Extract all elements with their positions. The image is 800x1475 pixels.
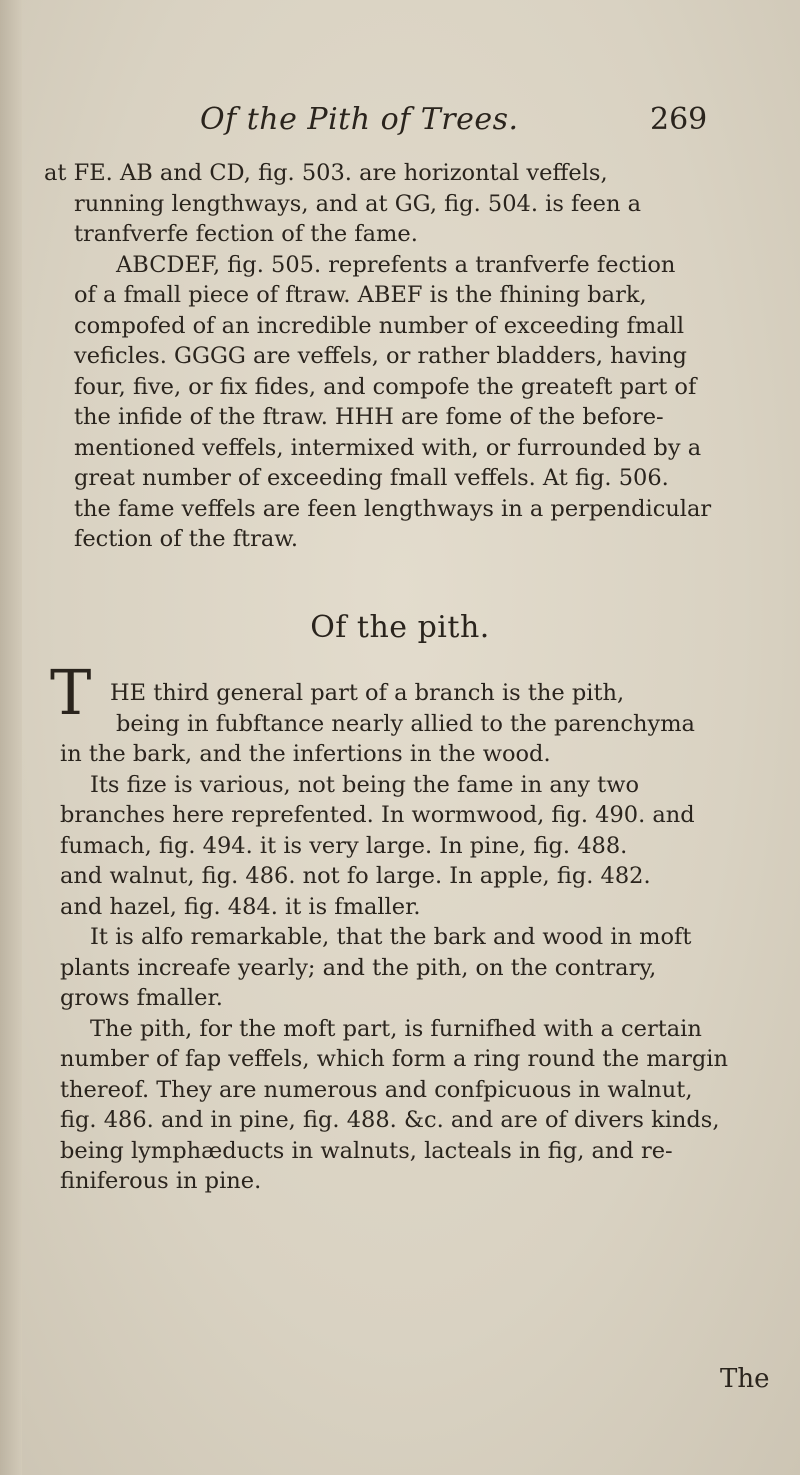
page-number: 269 bbox=[650, 102, 708, 137]
text-line: and hazel, fig. 484. it is fmaller. bbox=[60, 893, 421, 920]
text-line: being in fubftance nearly allied to the parenchyma bbox=[116, 710, 695, 737]
text-line: tranfverfe fection of the fame. bbox=[74, 221, 418, 247]
page-header bbox=[0, 102, 800, 142]
text-line: mentioned veffels, intermixed with, or furrounded by a bbox=[74, 434, 702, 461]
text-line: finiferous in pine. bbox=[60, 1168, 262, 1194]
text-line: ABCDEF, fig. 505. reprefents a tranfverfe fection bbox=[116, 251, 676, 278]
paragraph-figures bbox=[44, 158, 784, 555]
text-line: four, five, or fix fides, and compofe the greateft part of bbox=[74, 373, 697, 400]
text-line: and walnut, fig. 486. not fo large. In apple, fig. 482. bbox=[60, 863, 651, 889]
text-line: great number of exceeding fmall veffels. At fig. 506. bbox=[74, 465, 669, 491]
running-title: Of the Pith of Trees. bbox=[200, 102, 519, 137]
text-line: compofed of an incredible number of exceeding fmall bbox=[74, 312, 685, 339]
text-line: plants increafe yearly; and the pith, on the contrary, bbox=[60, 954, 657, 981]
text-line: of a fmall piece of ftraw. ABEF is the fhining bark, bbox=[74, 282, 647, 308]
drop-cap: T bbox=[50, 656, 92, 729]
text-line: veficles. GGGG are veffels, or rather bladders, having bbox=[74, 343, 687, 369]
text-line: thereof. They are numerous and confpicuous in walnut, bbox=[60, 1076, 693, 1103]
text-line: fig. 486. and in pine, fig. 488. &c. and are of divers kinds, bbox=[60, 1107, 720, 1133]
text-line: being lymphæducts in walnuts, lacteals in fig, and re- bbox=[60, 1137, 673, 1164]
text-line: It is alfo remarkable, that the bark and wood in moft bbox=[90, 924, 692, 950]
text-line: number of fap veffels, which form a ring round the margin bbox=[60, 1046, 728, 1072]
text-line: HE third general part of a branch is the pith, bbox=[110, 680, 625, 706]
text-line: in the bark, and the infertions in the wood. bbox=[60, 741, 551, 767]
text-line: the infide of the ftraw. HHH are fome of the before- bbox=[74, 404, 664, 430]
text-line: Its fize is various, not being the fame in any two bbox=[90, 771, 640, 798]
text-line: grows fmaller. bbox=[60, 985, 223, 1011]
text-line: The pith, for the moft part, is furnifhed with a certain bbox=[90, 1015, 702, 1042]
catchword: The bbox=[720, 1364, 770, 1394]
text-line: the fame veffels are feen lengthways in a perpendicular bbox=[74, 495, 712, 522]
text-line: fumach, fig. 494. it is very large. In pine, fig. 488. bbox=[60, 832, 628, 859]
text-line: at FE. AB and CD, fig. 503. are horizontal veffels, bbox=[44, 160, 608, 186]
paragraph-pith bbox=[44, 678, 784, 1197]
text-line: branches here reprefented. In wormwood, fig. 490. and bbox=[60, 802, 695, 828]
page-edge-shadow bbox=[0, 0, 22, 1475]
section-heading: Of the pith. bbox=[310, 610, 490, 645]
text-line: running lengthways, and at GG, fig. 504. is feen a bbox=[74, 190, 642, 217]
text-line: fection of the ftraw. bbox=[74, 526, 298, 552]
